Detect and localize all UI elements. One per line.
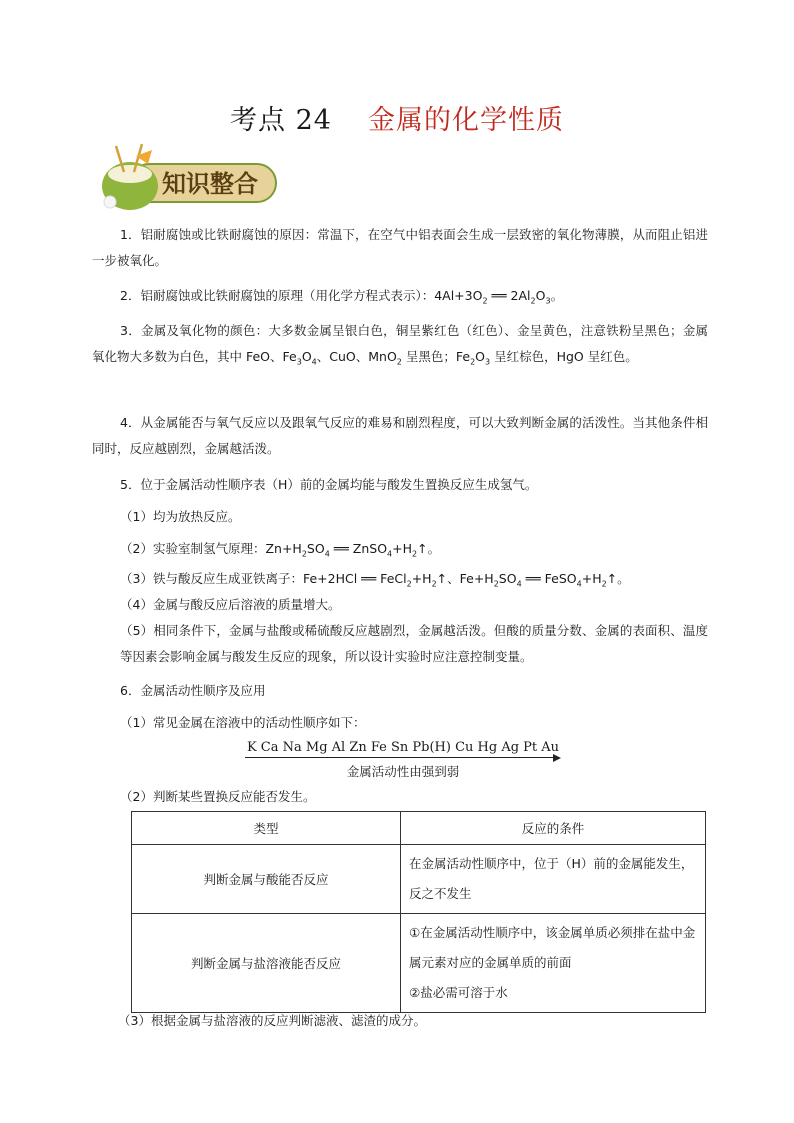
activity-series <box>245 740 561 780</box>
paragraph-5-4: （4）金属与酸反应后溶液的质量增大。 <box>120 597 341 612</box>
paragraph-6-1: （1）常见金属在溶液中的活动性顺序如下： <box>120 715 366 730</box>
activity-sequence: K Ca Na Mg Al Zn Fe Sn Pb(H) Cu Hg Ag Pt Au <box>246 740 560 755</box>
table-row <box>132 914 706 1013</box>
condition-line: ①在金属活动性顺序中，该金属单质必须排在盐中金属元素对应的金属单质的前面 <box>409 925 696 970</box>
table-cell-type: 判断金属与盐溶液能否反应 <box>132 914 401 1013</box>
table-cell-condition: 在金属活动性顺序中，位于（H）前的金属能发生，反之不发生 <box>401 845 706 914</box>
paragraph-6: 6．金属活动性顺序及应用 <box>120 683 266 698</box>
condition-line: ②盐必需可溶于水 <box>409 985 508 1000</box>
title-name: 金属的化学性质 <box>367 105 564 136</box>
activity-caption: 金属活动性由强到弱 <box>346 764 460 779</box>
paragraph-4: 4．从金属能否与氧气反应以及跟氧气反应的难易和剧烈程度，可以大致判断金属的活泼性。当其他条件相同时，反应越剧烈，金属越活泼。 <box>92 415 708 456</box>
page-title <box>0 98 794 137</box>
badge-text: 知识整合 <box>162 169 258 198</box>
paragraph-5-1: （1）均为放热反应。 <box>120 509 241 524</box>
paragraph-1: 1．铝耐腐蚀或比铁耐腐蚀的原因：常温下，在空气中铝表面会生成一层致密的氧化物薄膜，从而阻止铝进一步被氧化。 <box>92 227 708 268</box>
table-header-row <box>132 812 706 845</box>
table-cell-type: 判断金属与酸能否反应 <box>132 845 401 914</box>
table-cell-condition <box>401 914 706 1013</box>
paragraph-2: 2．铝耐腐蚀或比铁耐腐蚀的原理（用化学方程式表示）：$4Al+3O_2$ ══ $2Al_2O_3$。 <box>120 288 564 306</box>
paragraph-5: 5．位于金属活动性顺序表（H）前的金属均能与酸发生置换反应生成氢气。 <box>120 477 538 492</box>
paragraph-3: 3．金属及氧化物的颜色：大多数金属呈银白色，铜呈紫红色（红色）、金呈黄色，注意铁粉呈黑色；金属氧化物大多数为白色，其中 FeO、$Fe_3O_4$、CuO、MnO$_2$ 呈黑色；$Fe_2O_3$ 呈红棕色，HgO 呈红色。 <box>92 323 708 367</box>
paragraph-5-5: （5）相同条件下，金属与盐酸或稀硫酸反应越剧烈，金属越活泼。但酸的质量分数、金属的表面积、温度等因素会影响金属与酸发生反应的现象，所以设计实验时应注意控制变量。 <box>120 623 708 664</box>
conditions-table <box>131 811 706 1013</box>
table-header: 反应的条件 <box>401 812 706 845</box>
table-header: 类型 <box>132 812 401 845</box>
paragraph-5-2: （2）实验室制氢气原理：$Zn+H_2SO_4$ ══ $ZnSO_4+H_2↑$。 <box>120 541 441 559</box>
arrow-icon <box>245 755 561 761</box>
knowledge-badge <box>92 142 282 214</box>
title-number: 考点 24 <box>230 105 332 136</box>
paragraph-6-3: （3）根据金属与盐溶液的反应判断滤液、滤渣的成分。 <box>118 1013 426 1028</box>
paragraph-5-3: （3）铁与酸反应生成亚铁离子：Fe+2HCl ══ $FeCl_2+H_2↑$、$Fe+H_2SO_4$ ══ $FeSO_4+H_2↑$。 <box>120 571 630 589</box>
paragraph-6-2: （2）判断某些置换反应能否发生。 <box>120 789 316 804</box>
table-row <box>132 845 706 914</box>
